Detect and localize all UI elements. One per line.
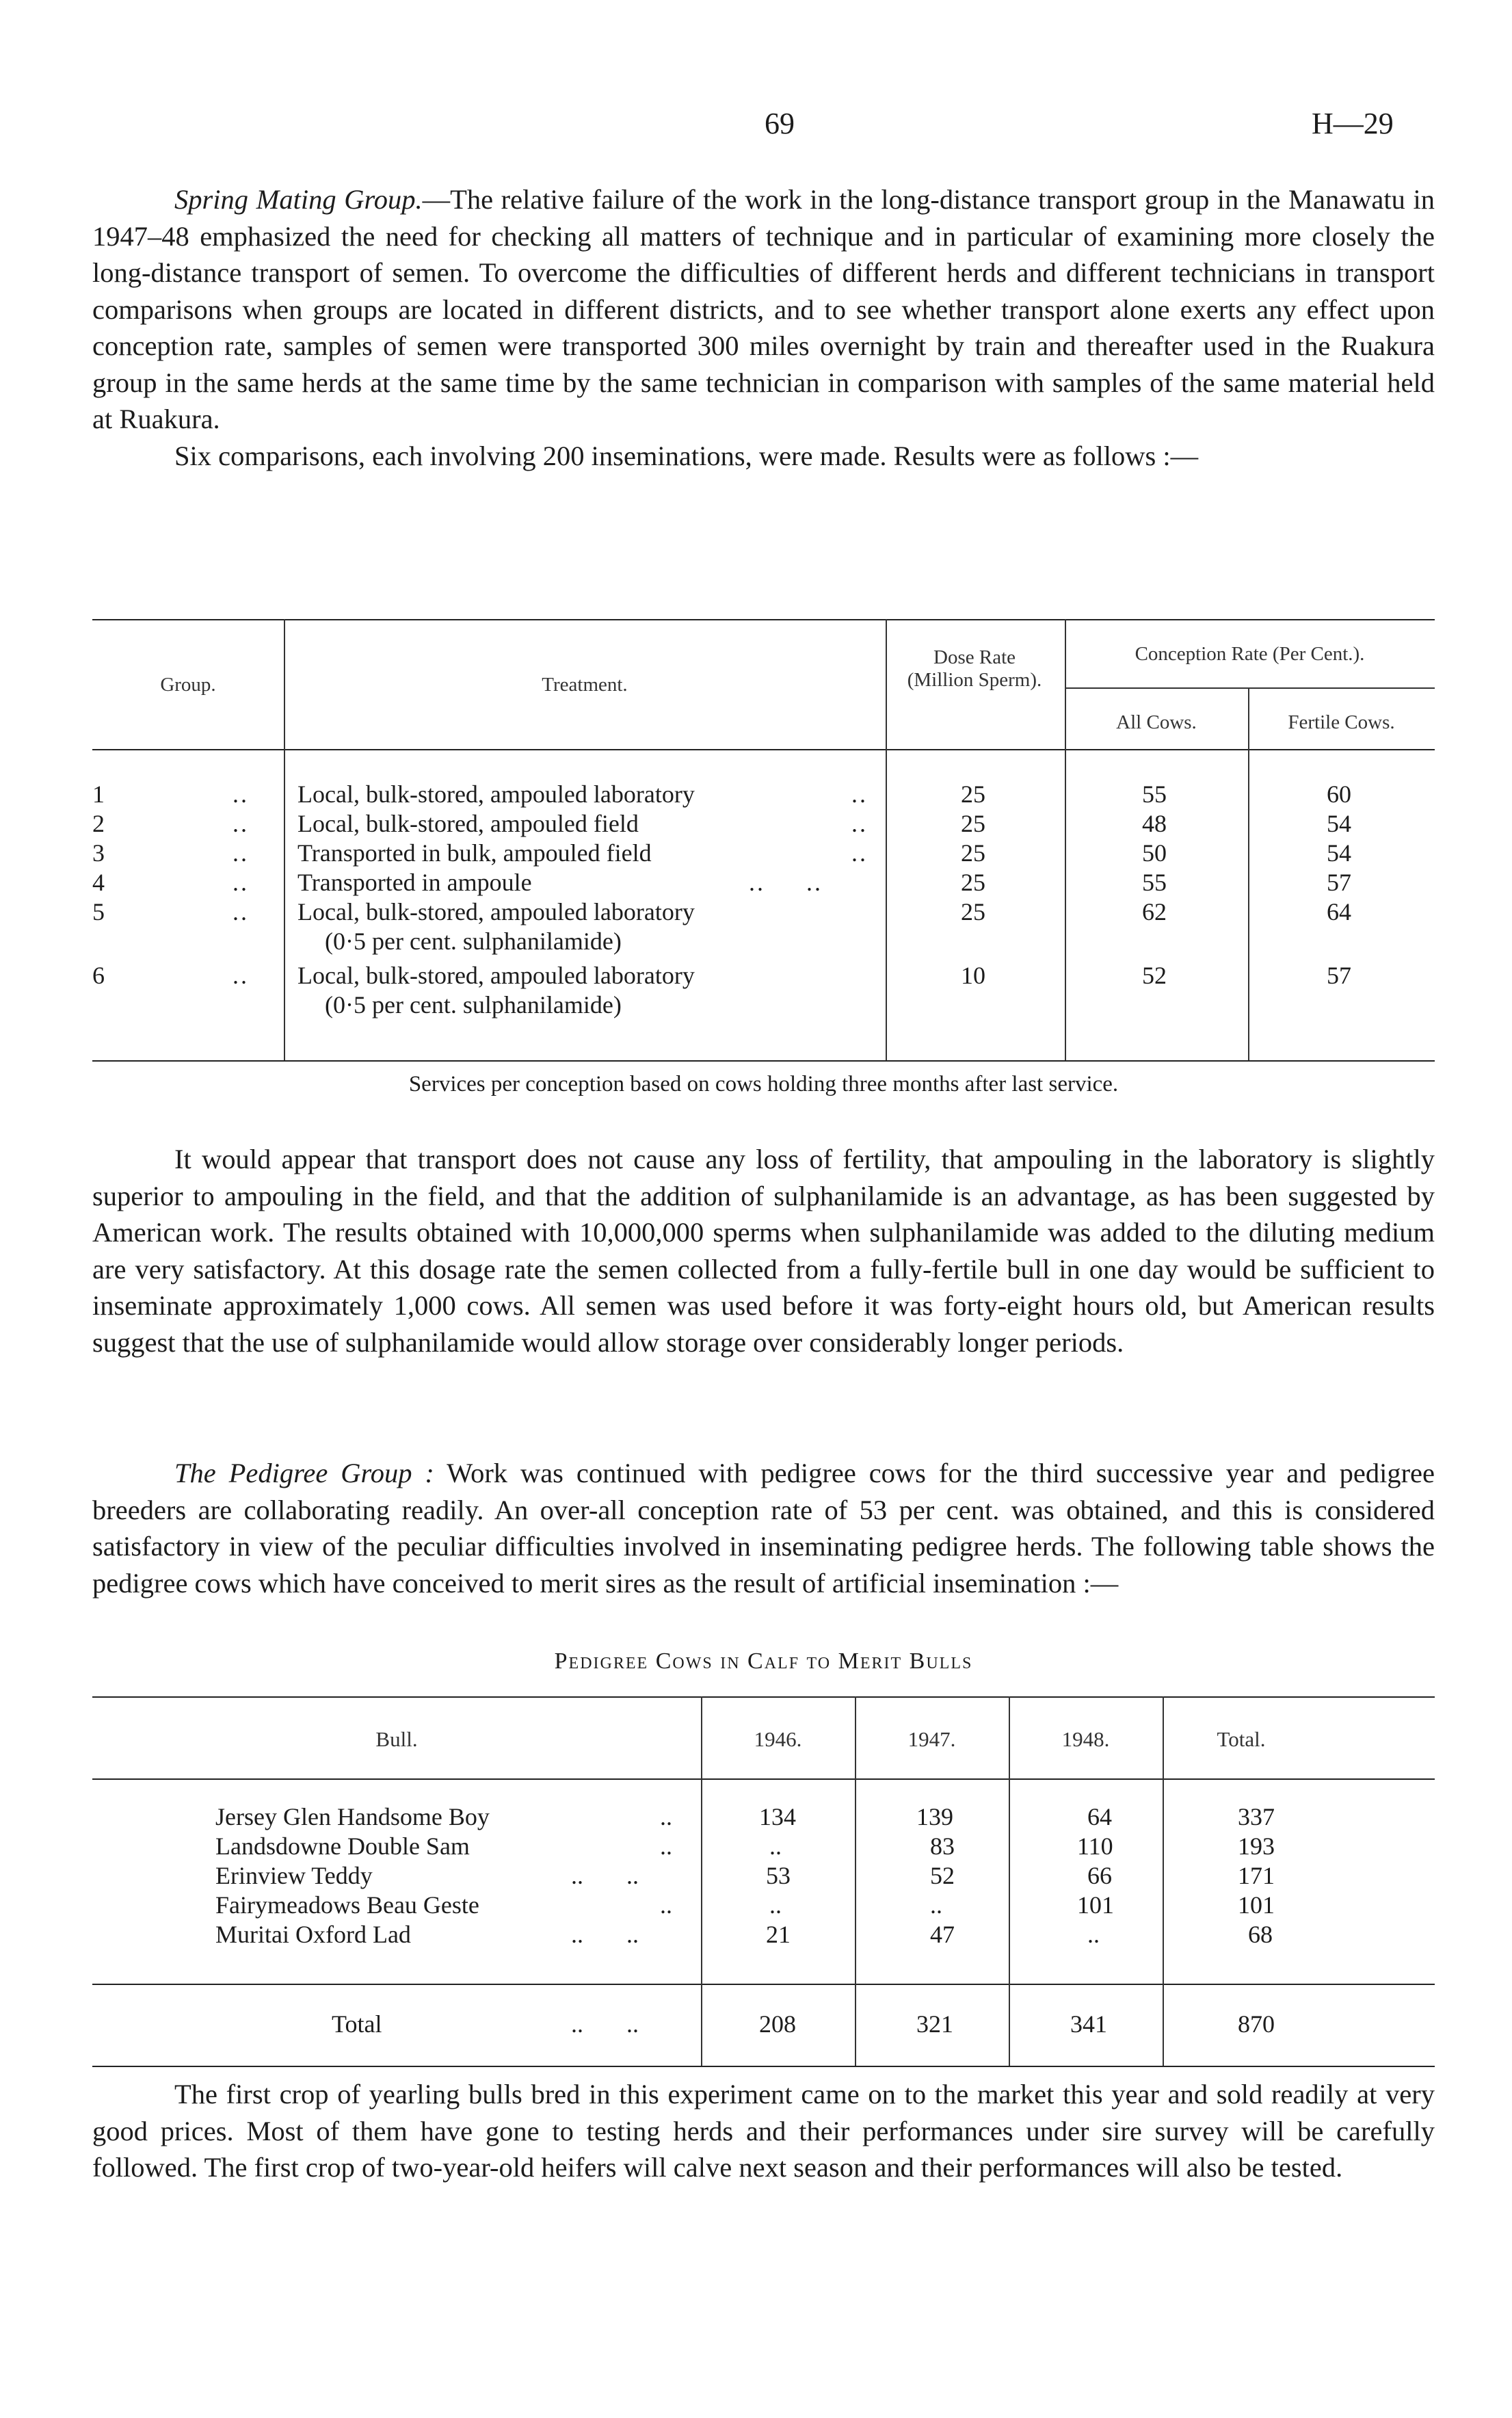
cell-fertile-cows: 57: [1327, 962, 1351, 989]
cell-dose: 25: [961, 810, 985, 837]
table-row-continuation: [92, 990, 1435, 1019]
cell-total: 101: [1238, 1891, 1275, 1919]
table-row: [92, 897, 1435, 926]
cell-treatment: Local, bulk-stored, ampouled laboratory: [297, 780, 695, 808]
spring-mating-paragraph: [92, 181, 1435, 438]
cell-1947: 139: [916, 1803, 953, 1830]
cell-1948: ..: [1087, 1921, 1100, 1948]
leader-dots: ..: [233, 810, 249, 837]
cell-treatment-note: (0·5 per cent. sulphanilamide): [325, 928, 622, 955]
table-row: [92, 809, 1435, 838]
cell-bull: Jersey Glen Handsome Boy: [215, 1803, 490, 1830]
table-row: [92, 780, 1435, 809]
leader-dots: ..: [851, 810, 868, 837]
header-dose-rate: Dose Rate (Million Sperm).: [907, 646, 1042, 691]
discussion-section: [92, 1141, 1435, 1361]
cell-1946: 134: [759, 1803, 796, 1830]
cell-total: 68: [1248, 1921, 1273, 1948]
cell-1948: 110: [1077, 1832, 1113, 1860]
pedigree-text: Work was continued with pedigree cows for the third successive year and pedigree breeders are collaborating readily. An over-all conception rate of 53 per cent. was obtained, and this is considered satisfactory in view of the peculiar difficulties involved in inseminating pedigree herds. The following table shows the pedigree cows which have conceived to merit sires as the result of artificial insemination :—: [92, 1458, 1435, 1599]
cell-dose: 25: [961, 839, 985, 867]
header-bull: Bull.: [375, 1727, 418, 1751]
cell-all-cows: 55: [1142, 780, 1167, 808]
cell-treatment: Local, bulk-stored, ampouled field: [297, 810, 639, 837]
table-row: [92, 1802, 1435, 1831]
table-header-rule: [92, 749, 1435, 750]
cell-total-label: Total: [332, 2010, 382, 2038]
spring-mating-text: —The relative failure of the work in the long-distance transport group in the Manawatu in 1947–48 emphasized the need for checking all matters of technique and in particular of examining more closely the long-distance transport of semen. To overcome the difficulties of different herds and different technicians in transport comparisons when groups are located in different districts, and to see whether transport alone exerts any effect upon conception rate, samples of semen were transported 300 miles overnight by train and thereafter used in the Ruakura group in the same herds at the same time by the same technician in comparison with samples of the same material held at Ruakura.: [92, 184, 1435, 434]
cell-treatment: Transported in bulk, ampouled field: [297, 839, 652, 867]
header-1948: 1948.: [1061, 1727, 1110, 1751]
leader-dots: ..: [233, 898, 249, 925]
leader-dots: ..: [233, 839, 249, 867]
header-conception-rate: Conception Rate (Per Cent.).: [1135, 643, 1365, 665]
pedigree-table-title: Pedigree Cows in Calf to Merit Bulls: [554, 1648, 973, 1674]
cell-group: 5: [92, 898, 105, 925]
cell-dose: 25: [961, 898, 985, 925]
table-total-row: [92, 2010, 1435, 2038]
leader-dots: .. ..: [571, 2010, 639, 2038]
cell-all-cows: 48: [1142, 810, 1167, 837]
header-treatment: Treatment.: [542, 674, 628, 696]
cell-bull: Fairymeadows Beau Geste: [215, 1891, 479, 1919]
cell-group: 4: [92, 869, 105, 896]
leader-dots: ..: [851, 780, 868, 808]
cell-group: 3: [92, 839, 105, 867]
cell-1947: 83: [930, 1832, 955, 1860]
document-reference: H—29: [1312, 107, 1394, 140]
cell-1946: 53: [766, 1862, 791, 1889]
leader-dots: .. ..: [571, 1862, 639, 1889]
cell-dose: 10: [961, 962, 985, 989]
table-bottom-rule: [92, 1060, 1435, 1062]
cell-1947: ..: [930, 1891, 942, 1919]
cell-group: 1: [92, 780, 105, 808]
pedigree-paragraph: [92, 1455, 1435, 1601]
cell-total: 870: [1238, 2010, 1275, 2038]
cell-1948: 101: [1077, 1891, 1114, 1919]
table-row: [92, 1891, 1435, 1919]
cell-fertile-cows: 57: [1327, 869, 1351, 896]
table-bottom-rule: [92, 2066, 1435, 2067]
cell-1946: ..: [769, 1891, 782, 1919]
cell-1946: 21: [766, 1921, 791, 1948]
header-fertile-cows: Fertile Cows.: [1288, 711, 1395, 733]
cell-1946: 208: [759, 2010, 796, 2038]
cell-bull: Erinview Teddy: [215, 1862, 373, 1889]
table-row: [92, 868, 1435, 897]
cell-1947: 321: [916, 2010, 953, 2038]
table-row: [92, 1861, 1435, 1890]
leader-dots: ..: [233, 869, 249, 896]
pedigree-section: [92, 1455, 1435, 1601]
page-number: 69: [765, 107, 795, 140]
cell-bull: Muritai Oxford Lad: [215, 1921, 411, 1948]
leader-dots: .. ..: [571, 1921, 639, 1948]
cell-1948: 64: [1087, 1803, 1112, 1830]
spring-mating-section: [92, 181, 1435, 474]
leader-dots: ..: [660, 1891, 672, 1919]
table-total-rule: [92, 1984, 1435, 1985]
comparisons-intro: Six comparisons, each involving 200 inseminations, were made. Results were as follows :—: [174, 440, 1199, 471]
cell-treatment: Local, bulk-stored, ampouled laboratory: [297, 898, 695, 925]
discussion-paragraph: It would appear that transport does not cause any loss of fertility, that ampouling in the laboratory is slightly superior to ampouling in the field, and that the addition of sulphanilamide is an advantage, as has been suggested by American work. The results obtained with 10,000,000 sperms when sulphanilamide was added to the diluting medium are very satisfactory. At this dosage rate the semen collected from a fully-fertile bull in one day would be sufficient to inseminate approximately 1,000 cows. All semen was used before it was forty-eight hours old, but American results suggest that the use of sulphanilamide would allow storage over considerably longer periods.: [92, 1144, 1435, 1358]
cell-dose: 25: [961, 869, 985, 896]
cell-all-cows: 50: [1142, 839, 1167, 867]
table-row: [92, 1920, 1435, 1949]
cell-total: 337: [1238, 1803, 1275, 1830]
table-row-continuation: [92, 927, 1435, 956]
cell-treatment: Local, bulk-stored, ampouled laboratory: [297, 962, 695, 989]
table-row: [92, 1832, 1435, 1861]
table-row: [92, 961, 1435, 990]
table-row: [92, 839, 1435, 867]
subheader-rule: [1065, 687, 1435, 689]
cell-bull: Landsdowne Double Sam: [215, 1832, 470, 1860]
header-1946: 1946.: [754, 1727, 802, 1751]
cell-fertile-cows: 64: [1327, 898, 1351, 925]
header-1947: 1947.: [907, 1727, 956, 1751]
closing-section: [92, 2076, 1435, 2186]
leader-dots: .. ..: [749, 869, 823, 896]
table-header-rule: [92, 1778, 1435, 1780]
cell-1947: 52: [930, 1862, 955, 1889]
conception-rate-table: [92, 612, 1435, 1077]
table-top-rule: [92, 619, 1435, 620]
cell-fertile-cows: 60: [1327, 780, 1351, 808]
cell-dose: 25: [961, 780, 985, 808]
cell-all-cows: 62: [1142, 898, 1167, 925]
header-group: Group.: [160, 674, 216, 696]
cell-fertile-cows: 54: [1327, 839, 1351, 867]
pedigree-lead: The Pedigree Group :: [174, 1458, 434, 1488]
cell-group: 6: [92, 962, 105, 989]
leader-dots: ..: [233, 962, 249, 989]
cell-total: 193: [1238, 1832, 1275, 1860]
cell-total: 171: [1238, 1862, 1275, 1889]
header-total: Total.: [1217, 1727, 1266, 1751]
table-footnote: Services per conception based on cows holding three months after last service.: [408, 1072, 1119, 1096]
cell-1947: 47: [930, 1921, 955, 1948]
closing-paragraph: The first crop of yearling bulls bred in this experiment came on to the market this year and sold readily at very good prices. Most of them have gone to testing herds and their performances under sire survey will be carefully followed. The first crop of two-year-old heifers will calve next season and their performances will also be tested.: [92, 2079, 1435, 2183]
cell-1946: ..: [769, 1832, 782, 1860]
leader-dots: ..: [851, 839, 868, 867]
cell-treatment-note: (0·5 per cent. sulphanilamide): [325, 991, 622, 1019]
cell-group: 2: [92, 810, 105, 837]
pedigree-table: [92, 1690, 1435, 2086]
leader-dots: ..: [660, 1832, 672, 1860]
cell-1948: 341: [1070, 2010, 1107, 2038]
cell-1948: 66: [1087, 1862, 1112, 1889]
spring-mating-lead: Spring Mating Group.: [174, 184, 423, 215]
cell-fertile-cows: 54: [1327, 810, 1351, 837]
leader-dots: ..: [660, 1803, 672, 1830]
cell-all-cows: 55: [1142, 869, 1167, 896]
cell-all-cows: 52: [1142, 962, 1167, 989]
leader-dots: ..: [233, 780, 249, 808]
header-all-cows: All Cows.: [1116, 711, 1197, 733]
cell-treatment: Transported in ampoule: [297, 869, 532, 896]
table-top-rule: [92, 1696, 1435, 1698]
